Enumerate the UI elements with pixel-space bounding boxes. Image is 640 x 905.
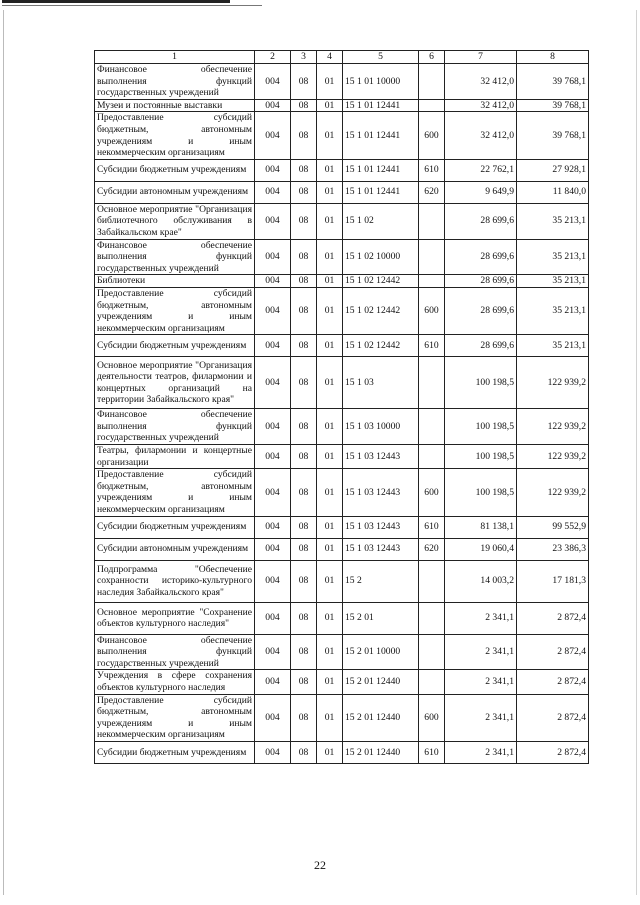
expense-type-code: 600 — [419, 112, 445, 159]
line-item-name: Музеи и постоянные выставки — [95, 99, 255, 112]
admin-code: 004 — [255, 694, 291, 741]
target-article-code: 15 2 01 12440 — [343, 694, 419, 741]
amount-col-7: 28 699,6 — [445, 275, 517, 288]
table-row — [95, 445, 589, 469]
subsection-code: 01 — [317, 409, 343, 445]
target-article-code: 15 1 03 12443 — [343, 445, 419, 469]
amount-col-7: 28 699,6 — [445, 287, 517, 334]
amount-col-8: 17 181,3 — [517, 560, 589, 602]
subsection-code: 01 — [317, 516, 343, 538]
table-row — [95, 64, 589, 100]
expense-type-code — [419, 357, 445, 409]
line-item-name: Театры, филармонии и концертные организации — [95, 445, 255, 469]
amount-col-8: 39 768,1 — [517, 99, 589, 112]
expense-type-code: 600 — [419, 287, 445, 334]
amount-col-8: 35 213,1 — [517, 287, 589, 334]
line-item-name: Субсидии бюджетным учреждениям — [95, 516, 255, 538]
section-code: 08 — [291, 560, 317, 602]
line-item-name: Финансовое обеспечение выполнения функций государственных учреждений — [95, 409, 255, 445]
amount-col-7: 2 341,1 — [445, 741, 517, 763]
table-row — [95, 357, 589, 409]
amount-col-7: 2 341,1 — [445, 634, 517, 670]
amount-col-8: 99 552,9 — [517, 516, 589, 538]
line-item-name: Финансовое обеспечение выполнения функций государственных учреждений — [95, 64, 255, 100]
expense-type-code — [419, 275, 445, 288]
expense-type-code: 620 — [419, 538, 445, 560]
target-article-code: 15 1 03 12443 — [343, 516, 419, 538]
subsection-code: 01 — [317, 694, 343, 741]
section-code: 08 — [291, 275, 317, 288]
subsection-code: 01 — [317, 159, 343, 181]
target-article-code: 15 2 01 — [343, 602, 419, 634]
expense-type-code — [419, 239, 445, 275]
target-article-code: 15 2 01 12440 — [343, 741, 419, 763]
amount-col-7: 100 198,5 — [445, 357, 517, 409]
target-article-code: 15 2 — [343, 560, 419, 602]
column-header: 1 — [95, 51, 255, 64]
subsection-code: 01 — [317, 469, 343, 516]
column-header: 4 — [317, 51, 343, 64]
admin-code: 004 — [255, 357, 291, 409]
scan-edge-right — [636, 10, 637, 895]
target-article-code: 15 1 01 12441 — [343, 112, 419, 159]
amount-col-7: 9 649,9 — [445, 181, 517, 203]
amount-col-8: 122 939,2 — [517, 409, 589, 445]
subsection-code: 01 — [317, 275, 343, 288]
amount-col-7: 28 699,6 — [445, 239, 517, 275]
column-header: 5 — [343, 51, 419, 64]
target-article-code: 15 1 03 — [343, 357, 419, 409]
amount-col-8: 35 213,1 — [517, 239, 589, 275]
section-code: 08 — [291, 239, 317, 275]
admin-code: 004 — [255, 538, 291, 560]
admin-code: 004 — [255, 112, 291, 159]
amount-col-7: 32 412,0 — [445, 64, 517, 100]
table-row — [95, 634, 589, 670]
line-item-name: Финансовое обеспечение выполнения функций государственных учреждений — [95, 634, 255, 670]
amount-col-8: 35 213,1 — [517, 275, 589, 288]
amount-col-7: 14 003,2 — [445, 560, 517, 602]
table-row — [95, 602, 589, 634]
amount-col-8: 2 872,4 — [517, 634, 589, 670]
amount-col-8: 2 872,4 — [517, 741, 589, 763]
line-item-name: Субсидии автономным учреждениям — [95, 181, 255, 203]
amount-col-7: 22 762,1 — [445, 159, 517, 181]
line-item-name: Учреждения в сфере сохранения объектов культурного наследия — [95, 670, 255, 694]
expense-type-code — [419, 445, 445, 469]
amount-col-7: 19 060,4 — [445, 538, 517, 560]
admin-code: 004 — [255, 64, 291, 100]
column-header: 7 — [445, 51, 517, 64]
subsection-code: 01 — [317, 560, 343, 602]
target-article-code: 15 1 03 12443 — [343, 469, 419, 516]
admin-code: 004 — [255, 516, 291, 538]
section-code: 08 — [291, 741, 317, 763]
column-header: 8 — [517, 51, 589, 64]
amount-col-7: 28 699,6 — [445, 335, 517, 357]
expense-type-code: 610 — [419, 335, 445, 357]
section-code: 08 — [291, 516, 317, 538]
amount-col-8: 2 872,4 — [517, 670, 589, 694]
subsection-code: 01 — [317, 445, 343, 469]
budget-table — [94, 50, 589, 764]
table-row — [95, 694, 589, 741]
amount-col-7: 32 412,0 — [445, 112, 517, 159]
section-code: 08 — [291, 469, 317, 516]
header-row — [95, 51, 589, 64]
admin-code: 004 — [255, 159, 291, 181]
subsection-code: 01 — [317, 634, 343, 670]
table-body — [95, 64, 589, 764]
subsection-code: 01 — [317, 181, 343, 203]
section-code: 08 — [291, 634, 317, 670]
section-code: 08 — [291, 203, 317, 239]
amount-col-7: 100 198,5 — [445, 469, 517, 516]
subsection-code: 01 — [317, 357, 343, 409]
amount-col-8: 35 213,1 — [517, 203, 589, 239]
admin-code: 004 — [255, 602, 291, 634]
admin-code: 004 — [255, 99, 291, 112]
admin-code: 004 — [255, 741, 291, 763]
line-item-name: Основное мероприятие "Организация деятельности театров, филармонии и концертных организаций на территории Забайкальского края" — [95, 357, 255, 409]
line-item-name: Основное мероприятие "Сохранение объектов культурного наследия" — [95, 602, 255, 634]
target-article-code: 15 1 02 12442 — [343, 335, 419, 357]
scan-edge-left — [3, 10, 4, 895]
amount-col-8: 27 928,1 — [517, 159, 589, 181]
table-row — [95, 538, 589, 560]
line-item-name: Предоставление субсидий бюджетным, автономным учреждениям и иным некоммерческим организациям — [95, 112, 255, 159]
subsection-code: 01 — [317, 602, 343, 634]
table-row — [95, 239, 589, 275]
section-code: 08 — [291, 99, 317, 112]
admin-code: 004 — [255, 335, 291, 357]
expense-type-code: 610 — [419, 516, 445, 538]
target-article-code: 15 1 01 12441 — [343, 99, 419, 112]
amount-col-7: 2 341,1 — [445, 694, 517, 741]
amount-col-8: 11 840,0 — [517, 181, 589, 203]
expense-type-code: 600 — [419, 469, 445, 516]
subsection-code: 01 — [317, 203, 343, 239]
section-code: 08 — [291, 602, 317, 634]
subsection-code: 01 — [317, 538, 343, 560]
table-row — [95, 275, 589, 288]
table-row — [95, 409, 589, 445]
amount-col-8: 2 872,4 — [517, 602, 589, 634]
expense-type-code — [419, 602, 445, 634]
section-code: 08 — [291, 538, 317, 560]
line-item-name: Финансовое обеспечение выполнения функций государственных учреждений — [95, 239, 255, 275]
section-code: 08 — [291, 357, 317, 409]
line-item-name: Субсидии бюджетным учреждениям — [95, 335, 255, 357]
section-code: 08 — [291, 287, 317, 334]
target-article-code: 15 1 01 12441 — [343, 159, 419, 181]
line-item-name: Библиотеки — [95, 275, 255, 288]
amount-col-7: 100 198,5 — [445, 409, 517, 445]
target-article-code: 15 1 02 10000 — [343, 239, 419, 275]
section-code: 08 — [291, 409, 317, 445]
admin-code: 004 — [255, 239, 291, 275]
section-code: 08 — [291, 670, 317, 694]
section-code: 08 — [291, 181, 317, 203]
expense-type-code — [419, 634, 445, 670]
expense-type-code: 610 — [419, 159, 445, 181]
amount-col-7: 100 198,5 — [445, 445, 517, 469]
table-row — [95, 181, 589, 203]
target-article-code: 15 1 01 12441 — [343, 181, 419, 203]
amount-col-7: 32 412,0 — [445, 99, 517, 112]
line-item-name: Субсидии бюджетным учреждениям — [95, 159, 255, 181]
expense-type-code: 620 — [419, 181, 445, 203]
amount-col-7: 28 699,6 — [445, 203, 517, 239]
admin-code: 004 — [255, 560, 291, 602]
target-article-code: 15 1 03 12443 — [343, 538, 419, 560]
amount-col-8: 35 213,1 — [517, 335, 589, 357]
table-row — [95, 112, 589, 159]
table-row — [95, 287, 589, 334]
subsection-code: 01 — [317, 335, 343, 357]
table-row — [95, 670, 589, 694]
subsection-code: 01 — [317, 112, 343, 159]
table-row — [95, 560, 589, 602]
target-article-code: 15 2 01 10000 — [343, 634, 419, 670]
table-row — [95, 516, 589, 538]
table-row — [95, 469, 589, 516]
subsection-code: 01 — [317, 64, 343, 100]
expense-type-code — [419, 203, 445, 239]
line-item-name: Субсидии автономным учреждениям — [95, 538, 255, 560]
expense-type-code: 600 — [419, 694, 445, 741]
subsection-code: 01 — [317, 239, 343, 275]
target-article-code: 15 2 01 12440 — [343, 670, 419, 694]
target-article-code: 15 1 01 10000 — [343, 64, 419, 100]
column-header: 6 — [419, 51, 445, 64]
admin-code: 004 — [255, 203, 291, 239]
amount-col-8: 122 939,2 — [517, 357, 589, 409]
line-item-name: Предоставление субсидий бюджетным, автономным учреждениям и иным некоммерческим организациям — [95, 694, 255, 741]
target-article-code: 15 1 03 10000 — [343, 409, 419, 445]
table-row — [95, 159, 589, 181]
top-rule-thin — [2, 5, 262, 6]
expense-type-code — [419, 409, 445, 445]
line-item-name: Субсидии бюджетным учреждениям — [95, 741, 255, 763]
admin-code: 004 — [255, 634, 291, 670]
line-item-name: Предоставление субсидий бюджетным, автономным учреждениям и иным некоммерческим организациям — [95, 469, 255, 516]
subsection-code: 01 — [317, 670, 343, 694]
expense-type-code — [419, 99, 445, 112]
section-code: 08 — [291, 64, 317, 100]
column-header: 3 — [291, 51, 317, 64]
section-code: 08 — [291, 694, 317, 741]
admin-code: 004 — [255, 287, 291, 334]
target-article-code: 15 1 02 — [343, 203, 419, 239]
amount-col-8: 122 939,2 — [517, 445, 589, 469]
line-item-name: Основное мероприятие "Организация библиотечного обслуживания в Забайкальском крае" — [95, 203, 255, 239]
amount-col-8: 2 872,4 — [517, 694, 589, 741]
subsection-code: 01 — [317, 287, 343, 334]
amount-col-7: 2 341,1 — [445, 602, 517, 634]
expense-type-code — [419, 560, 445, 602]
page-number: 22 — [314, 858, 326, 872]
section-code: 08 — [291, 112, 317, 159]
section-code: 08 — [291, 159, 317, 181]
admin-code: 004 — [255, 469, 291, 516]
target-article-code: 15 1 02 12442 — [343, 287, 419, 334]
table-row — [95, 335, 589, 357]
admin-code: 004 — [255, 670, 291, 694]
admin-code: 004 — [255, 445, 291, 469]
amount-col-7: 2 341,1 — [445, 670, 517, 694]
subsection-code: 01 — [317, 99, 343, 112]
table-row — [95, 203, 589, 239]
subsection-code: 01 — [317, 741, 343, 763]
admin-code: 004 — [255, 181, 291, 203]
table-row — [95, 741, 589, 763]
amount-col-8: 122 939,2 — [517, 469, 589, 516]
column-header: 2 — [255, 51, 291, 64]
expense-type-code — [419, 64, 445, 100]
admin-code: 004 — [255, 275, 291, 288]
line-item-name: Предоставление субсидий бюджетным, автономным учреждениям и иным некоммерческим организациям — [95, 287, 255, 334]
expense-type-code: 610 — [419, 741, 445, 763]
section-code: 08 — [291, 335, 317, 357]
target-article-code: 15 1 02 12442 — [343, 275, 419, 288]
amount-col-8: 23 386,3 — [517, 538, 589, 560]
amount-col-8: 39 768,1 — [517, 112, 589, 159]
expense-type-code — [419, 670, 445, 694]
section-code: 08 — [291, 445, 317, 469]
amount-col-7: 81 138,1 — [445, 516, 517, 538]
admin-code: 004 — [255, 409, 291, 445]
amount-col-8: 39 768,1 — [517, 64, 589, 100]
top-rule — [2, 0, 230, 3]
table-row — [95, 99, 589, 112]
line-item-name: Подпрограмма "Обеспечение сохранности историко-культурного наследия Забайкальского края" — [95, 560, 255, 602]
